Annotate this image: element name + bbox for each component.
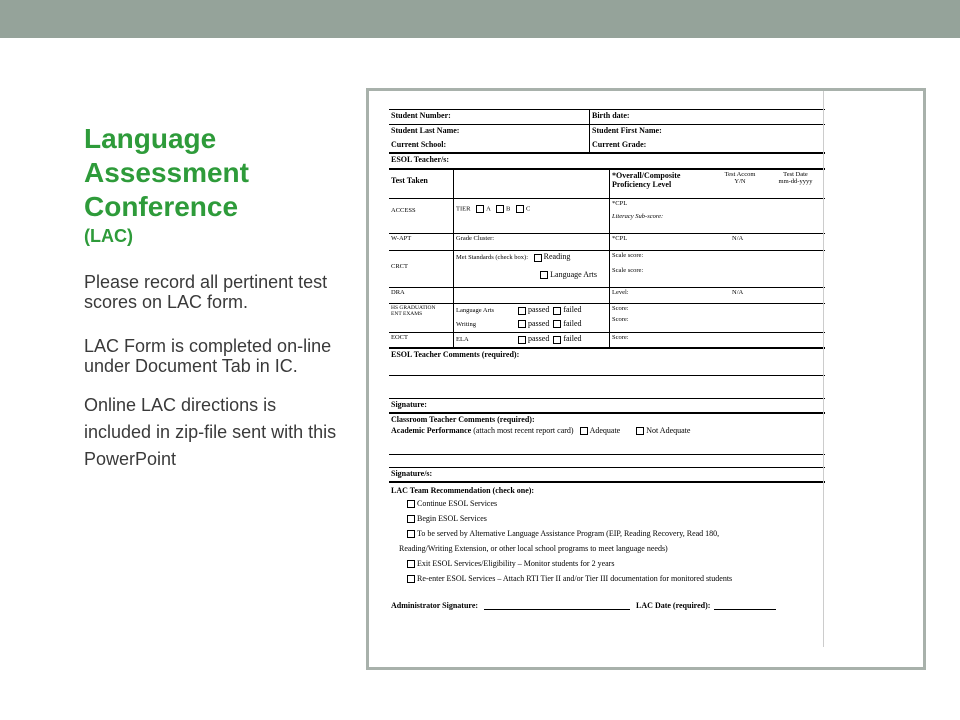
label-current-grade: Current Grade: (589, 139, 825, 152)
form-edge (823, 91, 824, 647)
option-alternative-program-cont: Reading/Writing Extension, or other local school programs to meet language needs) (399, 544, 668, 554)
form-row-test-header (389, 168, 825, 198)
label-na-dra: N/A (732, 289, 744, 296)
label-yn: Y/N (734, 178, 746, 185)
paragraph-record-scores: Please record all pertinent test scores on LAC form. (84, 272, 328, 312)
checkbox-icon[interactable] (518, 307, 526, 315)
label-passed-2: passed (528, 318, 550, 328)
label-writing: Writing (456, 320, 476, 328)
label-esol-comments: ESOL Teacher Comments (required): (391, 350, 520, 359)
form-row-school (389, 139, 825, 152)
checkbox-icon[interactable] (534, 254, 542, 262)
option-continue-esol[interactable]: Continue ESOL Services (389, 496, 825, 511)
label-current-school: Current School: (391, 140, 447, 149)
label-met-standards: Met Standards (check box): (456, 254, 529, 261)
label-access: ACCESS (391, 207, 416, 214)
label-ela: ELA (456, 336, 469, 343)
form-row-hs-grad (389, 303, 825, 332)
paragraph-form-online: LAC Form is completed on-line under Document Tab in IC. (84, 336, 332, 376)
form-row-dra (389, 287, 825, 303)
slide-title (84, 122, 344, 248)
label-language-arts-crct: Language Arts (550, 269, 597, 279)
label-last-name: Student Last Name: (391, 126, 460, 135)
lac-date-line[interactable] (714, 609, 776, 610)
label-score-3: Score: (609, 333, 825, 347)
label-test-accom: Test Accom (724, 171, 756, 178)
label-cpl: *CPL (612, 200, 628, 207)
label-wapt: W-APT (391, 235, 412, 242)
label-entexams: ENT EXAMS (391, 311, 423, 317)
checkbox-icon[interactable] (407, 500, 415, 508)
label-level: Level: (612, 289, 629, 296)
checkbox-icon[interactable] (553, 336, 561, 344)
label-tier: TIER (456, 205, 471, 213)
checkbox-icon[interactable] (407, 515, 415, 523)
academic-performance-row (389, 425, 825, 436)
lac-form-image (366, 88, 926, 670)
label-failed-2: failed (563, 318, 582, 328)
admin-signature-row (389, 600, 825, 611)
label-overall: *Overall/Composite (612, 171, 681, 180)
label-admin-sig: Administrator Signature: (391, 601, 479, 611)
label-tier-a: A (486, 205, 491, 213)
checkbox-icon[interactable] (407, 560, 415, 568)
checkbox-icon[interactable] (407, 575, 415, 583)
label-signatures: Signature/s: (391, 469, 433, 479)
label-classroom-comments: Classroom Teacher Comments (required): (391, 415, 535, 424)
label-test-date: Test Date (783, 171, 808, 178)
label-test-taken: Test Taken (391, 176, 428, 185)
label-scale-score: Scale score: (612, 252, 644, 259)
checkbox-icon[interactable] (580, 427, 588, 435)
form-row-student-number (389, 109, 825, 124)
form-row-last-name (389, 124, 825, 139)
lac-form (389, 109, 825, 611)
checkbox-icon[interactable] (553, 320, 561, 328)
checkbox-icon[interactable] (476, 205, 484, 213)
option-reenter-esol[interactable]: Re-enter ESOL Services – Attach RTI Tier II and/or Tier III documentation for monitored students (389, 571, 825, 586)
label-date-format: mm-dd-yyyy (778, 178, 813, 185)
label-student-number: Student Number: (391, 111, 451, 120)
label-failed: failed (563, 305, 582, 314)
label-grade-cluster: Grade Cluster: (453, 234, 609, 250)
checkbox-icon[interactable] (540, 271, 548, 279)
checkbox-icon[interactable] (553, 307, 561, 315)
label-first-name: Student First Name: (589, 125, 825, 139)
top-banner (0, 0, 960, 38)
label-cpl-wapt: *CPL (612, 235, 628, 242)
slide-text-panel (84, 122, 344, 473)
label-failed-3: failed (563, 334, 582, 343)
slide-title-text: Language Assessment Conference (84, 123, 249, 222)
slide-subtitle: (LAC) (84, 226, 133, 246)
label-lac-team: LAC Team Recommendation (check one): (391, 486, 535, 496)
label-dra: DRA (391, 289, 405, 296)
label-signature: Signature: (391, 400, 427, 409)
label-eoct: EOCT (391, 334, 408, 341)
label-lac-date: LAC Date (required): (636, 601, 711, 611)
checkbox-icon[interactable] (518, 336, 526, 344)
form-row-esol-comments (389, 347, 825, 363)
option-exit-esol[interactable]: Exit ESOL Services/Eligibility – Monitor students for 2 years (389, 556, 825, 571)
label-academic-perf: Academic Performance (391, 426, 472, 435)
checkbox-icon[interactable] (496, 205, 504, 213)
label-proficiency: Proficiency Level (612, 180, 672, 189)
admin-signature-line[interactable] (484, 609, 630, 610)
label-crct: CRCT (391, 263, 408, 270)
label-score-2: Score: (612, 316, 629, 323)
paragraph-directions: Online LAC directions is included in zip-file sent with this PowerPoint (84, 395, 337, 469)
label-tier-c: C (526, 205, 531, 213)
label-tier-b: B (506, 205, 511, 213)
label-literacy: Literacy Sub-score: (612, 213, 664, 220)
form-row-eoct (389, 332, 825, 347)
option-begin-esol[interactable]: Begin ESOL Services (389, 511, 825, 526)
form-row-wapt (389, 233, 825, 250)
option-alternative-program[interactable]: To be served by Alternative Language Assistance Program (EIP, Reading Recovery, Read 180, (389, 526, 825, 541)
label-score: Score: (612, 305, 629, 312)
label-passed-3: passed (528, 334, 550, 343)
checkbox-icon[interactable] (636, 427, 644, 435)
label-not-adequate: Not Adequate (646, 426, 691, 435)
label-esol-teacher: ESOL Teacher/s: (391, 155, 450, 164)
checkbox-icon[interactable] (518, 320, 526, 328)
label-passed: passed (528, 305, 550, 314)
label-reading: Reading (543, 252, 571, 261)
label-adequate: Adequate (589, 426, 621, 435)
label-attach-report: (attach most recent report card) (473, 426, 574, 435)
label-na: N/A (732, 235, 744, 242)
checkbox-icon[interactable] (407, 530, 415, 538)
label-scale-score-2: Scale score: (612, 267, 644, 274)
label-birth-date: Birth date: (589, 110, 825, 124)
checkbox-icon[interactable] (516, 205, 524, 213)
label-language-arts-hs: Language Arts (456, 307, 495, 314)
form-row-esol-teacher (389, 152, 825, 168)
form-row-crct (389, 250, 825, 287)
label-hs-grad: HS GRADUATION (391, 305, 436, 311)
form-row-access (389, 198, 825, 233)
